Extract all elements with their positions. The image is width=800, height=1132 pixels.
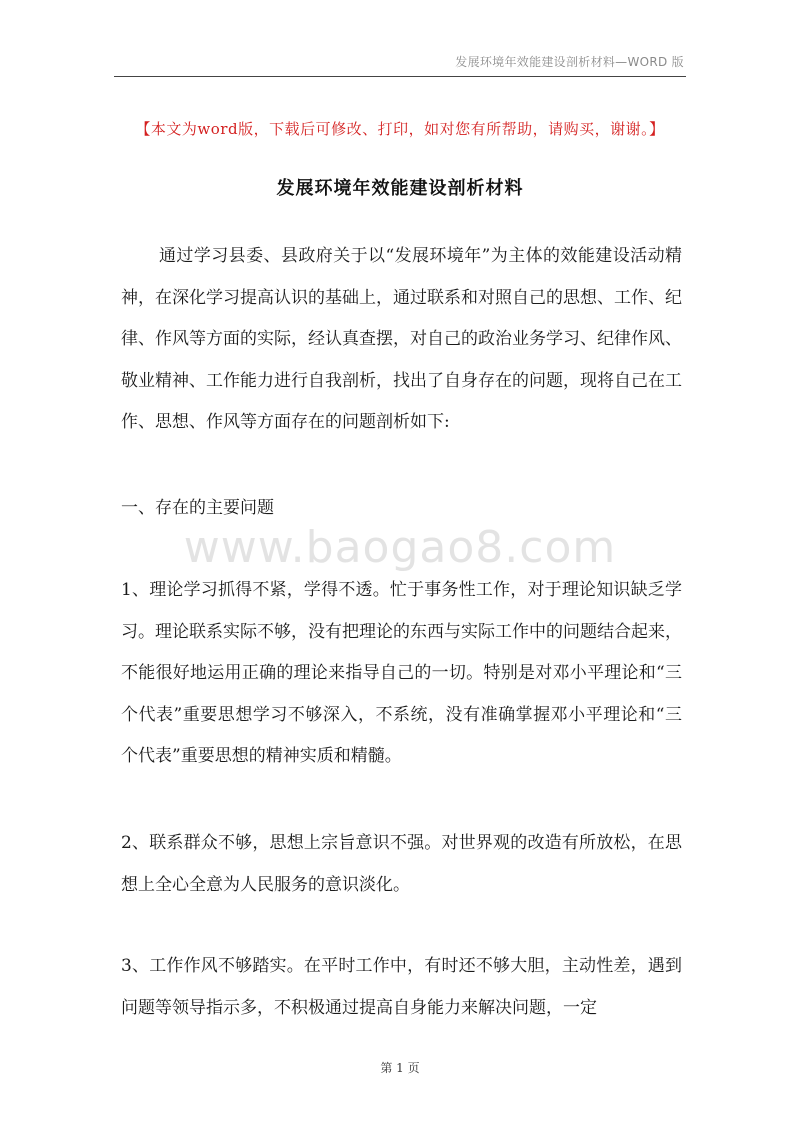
section-heading: 一、存在的主要问题 [121,498,274,518]
watermark: www.baogao8.com [183,522,617,573]
problem-item-2: 2、联系群众不够，思想上宗旨意识不强。对世界观的改造有所放松，在思想上全心全意为人民服务的意识淡化。 [121,833,682,895]
purchase-notice: 【本文为word版，下载后可修改、打印，如对您有所帮助，请购买，谢谢。】 [135,120,665,138]
header-rule [114,76,686,77]
problem-item-1: 1、理论学习抓得不紧，学得不透。忙于事务性工作，对于理论知识缺乏学习。理论联系实际不够，没有把理论的东西与实际工作中的问题结合起来，不能很好地运用正确的理论来指导自己的一切。特别是对邓小平理论和“三个代表”重要思想学习不够深入，不系统，没有准确掌握邓小平理论和“三个代表”重要思想的精神实质和精髓。 [121,580,682,766]
intro-paragraph: 通过学习县委、县政府关于以“发展环境年”为主体的效能建设活动精神，在深化学习提高认识的基础上，通过联系和对照自己的思想、工作、纪律、作风等方面的实际，经认真查摆，对自己的政治业务学习、纪律作风、敬业精神、工作能力进行自我剖析，找出了自身存在的问题，现将自己在工作、思想、作风等方面存在的问题剖析如下: [121,246,682,432]
problem-item-3: 3、工作作风不够踏实。在平时工作中，有时还不够大胆，主动性差，遇到问题等领导指示多，不积极通过提高自身能力来解决问题，一定 [121,956,682,1018]
document-title: 发展环境年效能建设剖析材料 [276,178,524,199]
running-header: 发展环境年效能建设剖析材料—WORD 版 [455,55,684,69]
page-number: 第 1 页 [380,1061,420,1075]
